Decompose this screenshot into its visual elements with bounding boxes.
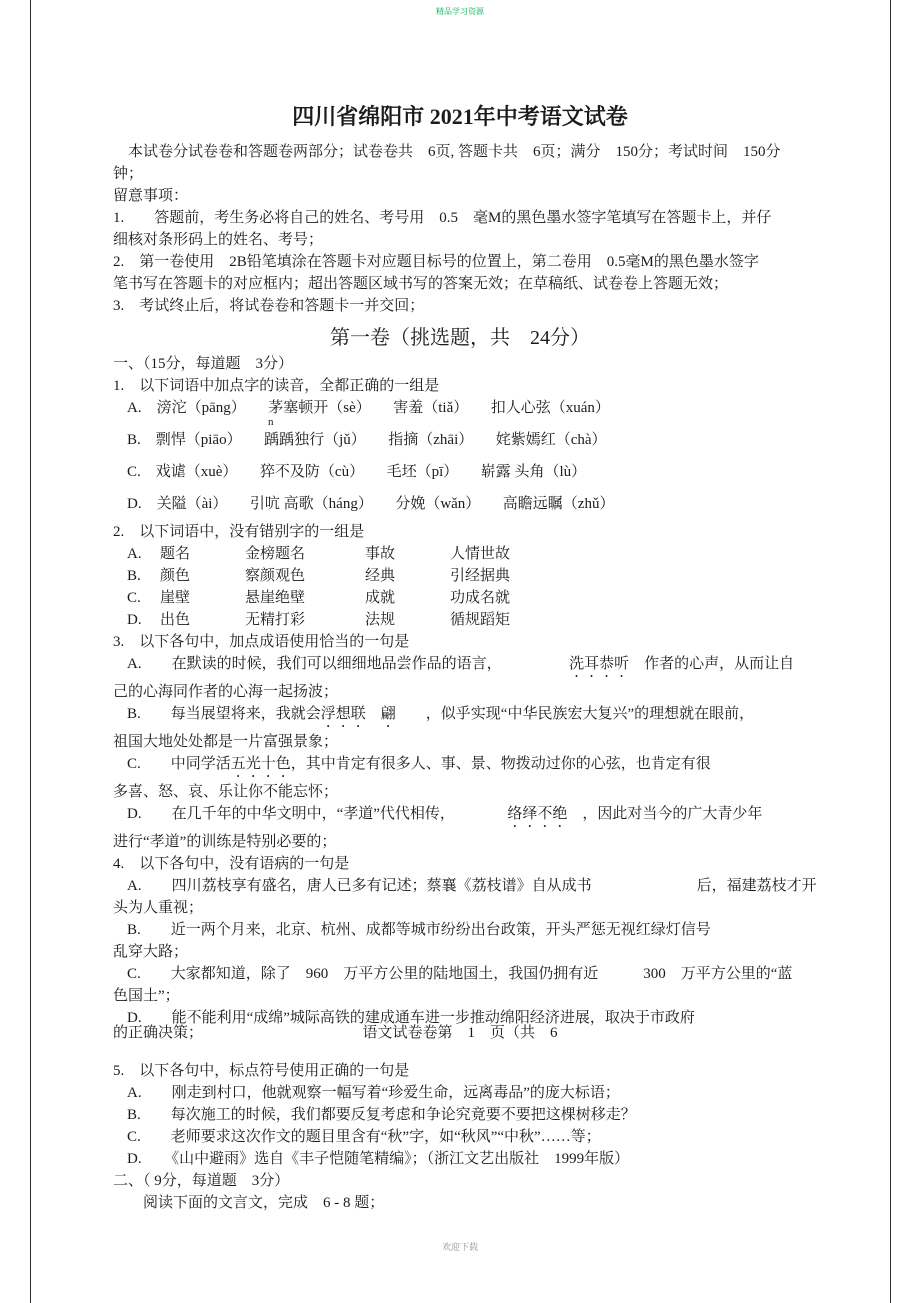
notice-item-1: 1. 答题前，考生务必将自己的姓名、考号用 0.5 毫M的黑色墨水签字笔填写在答题卡上，并仔 (113, 210, 772, 226)
q5-option-b: B. 每次施工的时候，我们都要反复考虑和争论究竟要不要把这棵树移走？ (127, 1107, 636, 1123)
option-text: 作者的心声，从而让自 (629, 656, 795, 672)
q3-option-b (113, 703, 807, 731)
q1-option-a: A. 滂沱（pāng） 茅塞顿开（sè） 害羞（tiǎ） 扣人心弦（xuán） (127, 400, 610, 416)
q2-word-2: 悬崖绝壁 (245, 590, 306, 606)
q4-option-b-cont: 乱穿大路； (113, 944, 189, 960)
q1-option-c: C. 戏谑（xuè） 猝不及防（cù） 毛坯（pī） 崭露 头角（lù） (127, 464, 587, 480)
emphasized-idiom: 五光十色 (230, 756, 291, 772)
page-border-right (890, 0, 891, 1303)
notice-item-3: 3. 考试终止后，将试卷卷和答题卡一并交回； (113, 298, 425, 314)
option-label: D. (127, 612, 142, 628)
q2-option-row-b (113, 565, 807, 587)
q5-option-a: A. 刚走到村口，他就观察一幅写着“珍爱生命，远离毒品”的庞大标语； (127, 1085, 620, 1101)
q4-option-b: B. 近一两个月来，北京、杭州、成都等城市纷纷出台政策，开头严惩无视红绿灯信号 (127, 922, 711, 938)
q4-option-d-cont-with-footer (113, 1022, 807, 1044)
q4-option-c: C. 大家都知道，除了 960 万平方公里的陆地国土，我国仍拥有近 300 万平方公里的“蓝 (127, 966, 793, 982)
q4-option-a: A. 四川荔枝享有盛名，唐人已多有记述；蔡襄《荔枝谱》自从成书 后，福建荔枝才开 (127, 878, 817, 894)
q3-option-d (113, 803, 807, 831)
page-border-left (30, 0, 31, 1303)
part-one-subheading: 一、（15分，每道题 3分） (113, 356, 294, 372)
q2-word-4: 循规蹈矩 (450, 612, 511, 628)
q1-option-b-text: B. 剽悍（piāo） 踽踽独行（jǔ） 指摘（zhāi） 姹紫嫣红（chà） (127, 432, 607, 448)
emphasized-idiom: 洗耳恭听 (569, 656, 630, 672)
q2-word-1: 出色 (160, 612, 191, 628)
option-text: ，似乎实现“中华民族宏大复兴”的理想就在眼前， (395, 706, 755, 722)
q2-word-2: 无精打彩 (245, 612, 306, 628)
part-two-heading: 二、（ 9分，每道题 3分） (113, 1173, 290, 1189)
q3-option-d-cont: 进行“孝道”的训练是特别必要的； (113, 834, 337, 850)
option-text: 的正确决策； (113, 1025, 204, 1041)
q2-word-3: 经典 (365, 568, 396, 584)
q3-option-c-cont: 多喜、怒、哀、乐让你不能忘怀； (113, 784, 339, 800)
q2-option-row-a (113, 543, 807, 565)
notice-item-2: 2. 第一卷使用 2B铅笔填涂在答题卡对应题目标号的位置上，第二卷用 0.5毫M的黑色墨水签字 (113, 254, 759, 270)
q5-option-c: C. 老师要求这次作文的题目里含有“秋”字，如“秋风”“中秋”……等； (127, 1129, 601, 1145)
q3-option-b-cont: 祖国大地处处都是一片富强景象； (113, 734, 339, 750)
q3-option-a-cont: 己的心海同作者的心海一起扬波； (113, 684, 339, 700)
stray-annotation-n: n (268, 416, 274, 428)
option-text: ，其中肯定有很多人、事、景、物拨动过你的心弦，也肯定有很 (290, 756, 711, 772)
q4-stem: 4. 以下各句中，没有语病的一句是 (113, 856, 350, 872)
q5-stem: 5. 以下各句中，标点符号使用正确的一句是 (113, 1063, 410, 1079)
option-text: D. 在几千年的中华文明中，“孝道”代代相传， (127, 806, 508, 822)
q2-word-3: 成就 (365, 590, 396, 606)
q4-option-d: D. 能不能利用“成绵”城际高铁的建成通车进一步推动绵阳经济进展，取决于市政府 (127, 1010, 695, 1026)
exam-info-line-wrap: 钟； (113, 166, 144, 182)
exam-info-line: 本试卷分试卷卷和答题卷两部分；试卷卷共 6页, 答题卡共 6页；满分 150分；考试时间 150分 (113, 144, 781, 160)
q2-word-4: 引经据典 (450, 568, 511, 584)
option-text: A. 在默读的时候，我们可以细细地品尝作品的语言， (127, 656, 570, 672)
notice-item-2-cont: 笔书写在答题卡的对应框内；超出答题区域书写的答案无效；在草稿纸、试卷卷上答题无效； (113, 276, 729, 292)
option-text: C. 中同学活 (127, 756, 231, 772)
q3-stem: 3. 以下各句中，加点成语使用恰当的一句是 (113, 634, 410, 650)
option-label: C. (127, 590, 141, 606)
exam-title: 四川省绵阳市 2021年中考语文试卷 (292, 104, 628, 129)
emphasized-idiom: 络绎不绝 (507, 806, 568, 822)
watermark-top-label: 精品学习资源 (436, 7, 484, 16)
part-two-intro: 阅读下面的文言文，完成 6 - 8 题； (143, 1195, 385, 1211)
emphasized-idiom: 浮想联 翩 (320, 706, 396, 722)
option-text: B. 每当展望将来，我就会 (127, 706, 321, 722)
notice-item-1-cont: 细核对条形码上的姓名、考号； (113, 232, 324, 248)
page-footer: 语文试卷卷第 1 页（共 6 (362, 1025, 558, 1041)
q2-option-row-d (113, 609, 807, 631)
q5-option-d: D. 《山中避雨》选自《丰子恺随笔精编》；（浙江文艺出版社 1999年版） (127, 1151, 630, 1167)
q2-stem: 2. 以下词语中，没有错别字的一组是 (113, 524, 365, 540)
q1-option-b (113, 416, 807, 451)
q2-word-1: 颜色 (160, 568, 191, 584)
option-label: A. (127, 546, 142, 562)
q2-word-4: 功成名就 (450, 590, 511, 606)
option-text: ，因此对当今的广大青少年 (567, 806, 763, 822)
q2-word-1: 题名 (160, 546, 191, 562)
q1-stem: 1. 以下词语中加点字的读音，全都正确的一组是 (113, 378, 440, 394)
q2-word-3: 事故 (365, 546, 396, 562)
q4-option-a-cont: 头为人重视； (113, 900, 204, 916)
q4-option-c-cont: 色国土”； (113, 988, 180, 1004)
q2-word-2: 察颜观色 (245, 568, 306, 584)
q2-word-2: 金榜题名 (245, 546, 306, 562)
q2-word-3: 法规 (365, 612, 396, 628)
notice-title: 留意事项： (113, 188, 189, 204)
option-label: B. (127, 568, 141, 584)
q3-option-c (113, 753, 807, 781)
q1-option-d: D. 关隘（ài） 引吭 高歌（háng） 分娩（wǎn） 高瞻远瞩（zhǔ） (127, 496, 615, 512)
section-one-heading: 第一卷（挑选题，共 24分） (330, 327, 590, 349)
q2-word-4: 人情世故 (450, 546, 511, 562)
q2-option-row-c (113, 587, 807, 609)
watermark-bottom-label: 欢迎下载 (441, 1242, 478, 1252)
q3-option-a (113, 653, 807, 681)
q2-word-1: 崖壁 (160, 590, 191, 606)
